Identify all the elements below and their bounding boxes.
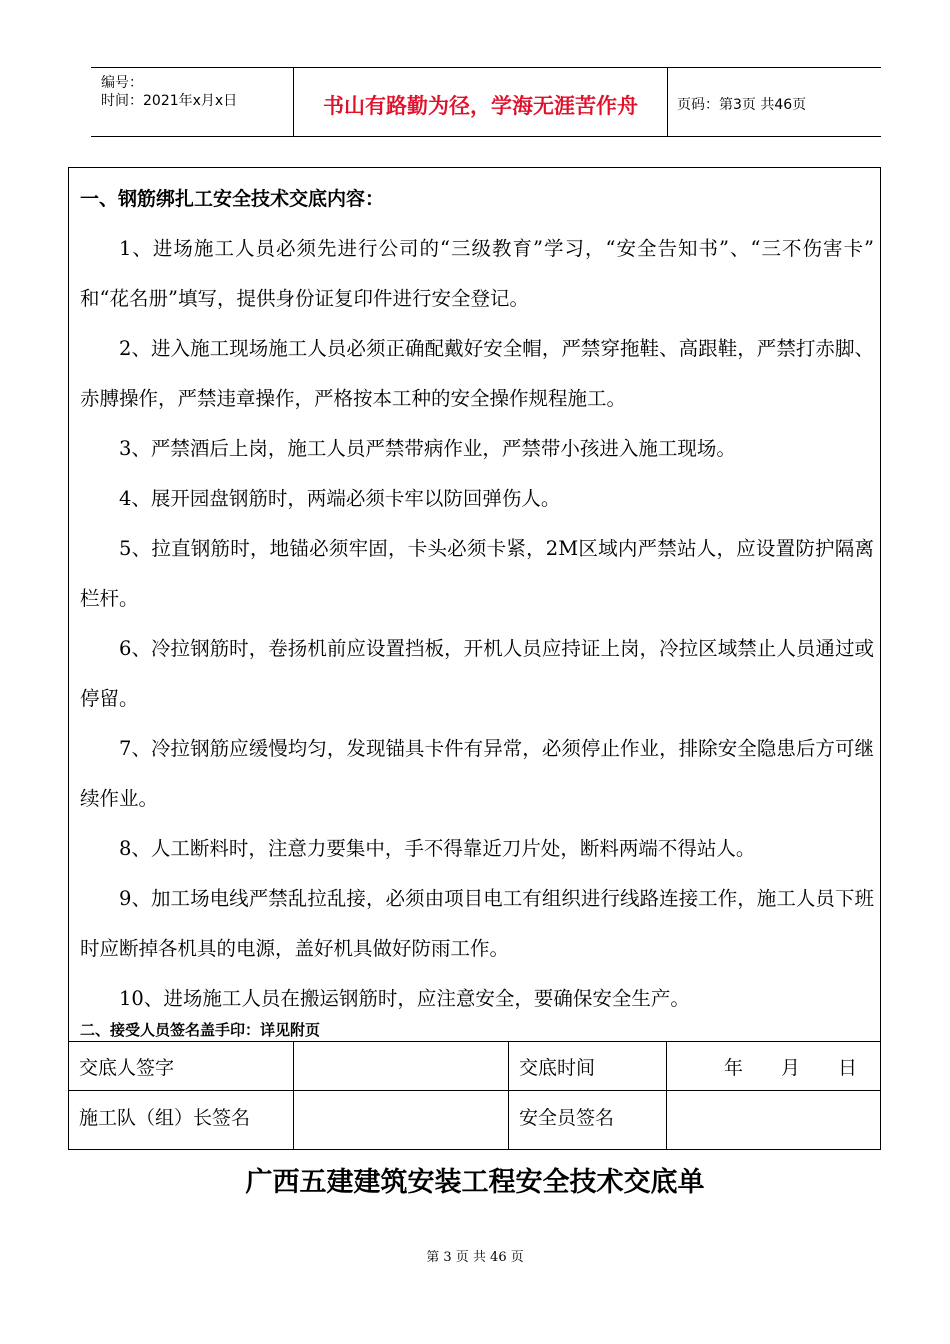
paragraph-8: 8、人工断料时，注意力要集中，手不得靠近刀片处，断料两端不得站人。: [119, 837, 756, 860]
header-center-cell: [293, 68, 668, 136]
paragraph-7: 7、冷拉钢筋应缓慢均匀，发现锚具卡件有异常，必须停止作业，排除安全隐患后方可继续作业。: [80, 737, 874, 810]
document-title: 广西五建建筑安装工程安全技术交底单: [245, 1167, 705, 1198]
table-col-divider-3: [666, 1041, 667, 1150]
table-col-divider-2: [508, 1041, 509, 1150]
section2-title: 二、接受人员签名盖手印：详见附页: [80, 1021, 321, 1039]
section1-title: 一、钢筋绑扎工安全技术交底内容：: [80, 188, 385, 210]
paragraph-3: 3、严禁酒后上岗，施工人员严禁带病作业，严禁带小孩进入施工现场。: [119, 437, 736, 460]
page-header: [91, 67, 881, 137]
team-leader-signature-label: 施工队（组）长签名: [79, 1107, 251, 1129]
disclosure-content-box: [68, 167, 881, 1150]
table-row-divider: [69, 1090, 880, 1091]
header-motto: 书山有路勤为径，学海无涯苦作舟: [323, 94, 638, 118]
document-time-label: 时间：2021年x月x日: [101, 93, 238, 109]
header-left-cell: [91, 68, 293, 136]
discloser-signature-label: 交底人签字: [79, 1057, 175, 1079]
document-number-label: 编号：: [101, 75, 143, 91]
paragraph-1: 1、进场施工人员必须先进行公司的“三级教育”学习，“安全告知书”、“三不伤害卡” 和“花名册”填写，提供身份证复印件进行安全登记。: [80, 237, 874, 310]
page-number-label: 页码：第3页 共46页: [677, 97, 807, 113]
paragraph-10: 10、进场施工人员在搬运钢筋时，应注意安全，要确保安全生产。: [119, 987, 690, 1010]
disclosure-time-label: 交底时间: [519, 1057, 596, 1079]
safety-officer-signature-label: 安全员签名: [519, 1107, 615, 1129]
table-col-divider-1: [293, 1041, 294, 1150]
paragraph-9: 9、加工场电线严禁乱拉乱接，必须由项目电工有组织进行线路连接工作，施工人员下班时应断掉各机具的电源，盖好机具做好防雨工作。: [80, 887, 874, 960]
header-right-cell: [667, 68, 881, 136]
table-top-border: [69, 1041, 880, 1042]
paragraph-2: 2、进入施工现场施工人员必须正确配戴好安全帽，严禁穿拖鞋、高跟鞋，严禁打赤脚、赤膊操作，严禁违章操作，严格按本工种的安全操作规程施工。: [80, 337, 874, 410]
paragraph-6: 6、冷拉钢筋时，卷扬机前应设置挡板，开机人员应持证上岗，冷拉区域禁止人员通过或停留。: [80, 637, 874, 710]
paragraph-4: 4、展开园盘钢筋时，两端必须卡牢以防回弹伤人。: [119, 487, 561, 510]
disclosure-date-field: 年 月 日: [724, 1057, 858, 1079]
page-footer: 第 3 页 共 46 页: [426, 1250, 524, 1265]
paragraph-5: 5、拉直钢筋时，地锚必须牢固，卡头必须卡紧，2M区域内严禁站人，应设置防护隔离栏杆。: [80, 537, 874, 610]
